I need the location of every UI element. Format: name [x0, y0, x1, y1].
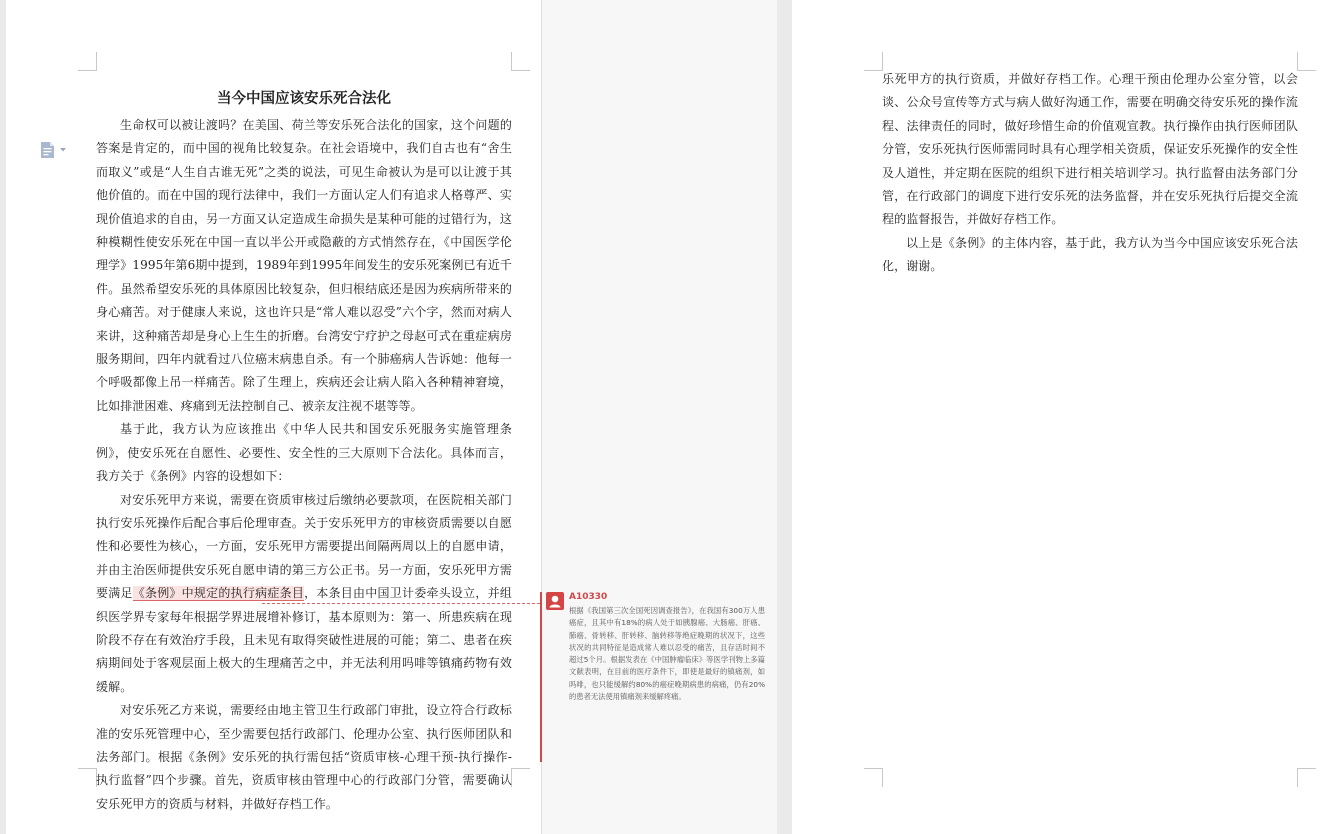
- body-paragraph: 乐死甲方的执行资质，并做好存档工作。心理干预由伦理办公室分管，以会谈、公众号宣传等方式与病人做好沟通工作，需要在明确交待安乐死的操作流程、法律责任的同时，做好珍惜生命的价值观宣教。执行操作由执行医师团队分管，安乐死执行医师需同时具有心理学相关资质，保证安乐死操作的安全性及人道性，并定期在医院的组织下进行相关培训学习。执行监督由法务部门分管，在行政部门的调度下进行安乐死的法务监督，并在安乐死执行后提交全流程的监督报告，并做好存档工作。: [882, 72, 1298, 227]
- body-paragraph: 生命权可以被让渡吗？在美国、荷兰等安乐死合法化的国家，这个问题的答案是肯定的，而中国的视角比较复杂。在社会语境中，我们自古也有“舍生而取义”或是“人生自古谁无死”之类的说法，可见生命被认为是可以让渡于其他价值的。而在中国的现行法律中，我们一方面认定人们有追求人格尊严、实现价值追求的自由，另一方面又认定造成生命损失是某种可能的过错行为，这种模糊性使安乐死在中国一直以半公开或隐蔽的方式悄然存在，《中国医学伦理学》1995年第6期中提到，1989年到1995年间发生的安乐死案例已有近千件。虽然希望安乐死的具体原因比较复杂，但归根结底还是因为疾病所带来的身心痛苦。对于健康人来说，这也许只是“常人难以忍受”六个字，然而对病人来讲，这种痛苦却是身心上生生的折磨。台湾安宁疗护之母赵可式在重症病房服务期间，四年内就看过八位癌末病患自杀。有一个肺癌病人告诉她：他每一个呼吸都像上吊一样痛苦。除了生理上，疾病还会让病人陷入各种精神窘境，比如排泄困难、疼痛到无法控制自己、被亲友注视不堪等等。: [96, 118, 512, 413]
- text-run: 对安乐死甲方来说，需要在资质审核过后缴纳必要款项，在医院相关部门执行安乐死操作后配合事后伦理审查。关于安乐死甲方的审核资质需要以自愿性和必要性为核心，一方面，安乐死甲方需要提出间隔两周以上的自愿申请，并由主治医师提供安乐死自愿申请的第三方公正书。另一方面，安乐死甲方需要满足: [96, 492, 512, 601]
- document-title: 当今中国应该安乐死合法化: [217, 91, 391, 107]
- body-paragraph: 基于此，我方认为应该推出《中华人民共和国安乐死服务实施管理条例》，使安乐死在自愿性、必要性、安全性的三大原则下合法化。具体而言，我方关于《条例》内容的设想如下：: [96, 422, 512, 484]
- markup-pane: [541, 0, 777, 834]
- comment-bar: [540, 592, 542, 762]
- comment-text: 根据《我国第三次全国死因调查报告》，在我国有300万人患癌症，且其中有18%的病人处于如胰腺癌、大肠癌、肝癌、肺癌、骨转移、肝转移、脑转移等绝症晚期的状况下，这些状况的共同特征是造成常人难以忍受的痛苦，且存活时间不超过5个月。根据发表在《中国肿瘤临床》等医学刊物上多篇文献表明，在目前的医疗条件下，即使是最好的镇痛剂，如吗啡，也只能缓解约80%的癌症晚期病患的病痛，仍有20%的患者无法使用镇痛剂来缓解疼痛。: [569, 606, 765, 702]
- user-avatar-icon: [546, 592, 564, 610]
- comment-author: A10330: [569, 592, 608, 602]
- page-corner-mark: [1297, 768, 1316, 787]
- document-outline-icon: [39, 141, 56, 159]
- page-corner-mark: [864, 768, 883, 787]
- chevron-down-icon: [59, 147, 67, 153]
- comment-connector-line: [262, 603, 540, 604]
- page-corner-mark: [78, 768, 97, 787]
- page-corner-mark: [864, 52, 883, 71]
- body-paragraph: [96, 489, 512, 700]
- document-body-right: [882, 68, 1298, 279]
- page-corner-mark: [1297, 52, 1316, 71]
- page-corner-mark: [511, 768, 530, 787]
- commented-text-highlight[interactable]: 《条例》中规定的执行病症条目: [132, 586, 305, 601]
- page-corner-mark: [511, 52, 530, 71]
- body-paragraph: 对安乐死乙方来说，需要经由地主管卫生行政部门审批，设立符合行政标准的安乐死管理中心，至少需要包括行政部门、伦理办公室、执行医师团队和法务部门。根据《条例》安乐死的执行需包括“资质审核-心理干预-执行操作-执行监督”四个步骤。首先，资质审核由管理中心的行政部门分管，需要确认安乐死甲方的资质与材料，并做好存档工作。: [96, 703, 512, 811]
- page-corner-mark: [78, 52, 97, 71]
- body-paragraph: 以上是《条例》的主体内容，基于此，我方认为当今中国应该安乐死合法化，谢谢。: [882, 235, 1298, 274]
- document-body-left: [96, 86, 512, 811]
- document-nav-icon[interactable]: [39, 141, 67, 159]
- text-run: ，本条目由中国卫计委牵头设立，并组织医学界专家每年根据学界进展增补修订，基本原则为：第一、所患疾病在现阶段不存在有效治疗手段，且未见有取得突破性进展的可能；第二、患者在疾病期间处于客观层面上极大的生理痛苦之中，并无法利用吗啡等镇痛药物有效缓解。: [96, 586, 512, 694]
